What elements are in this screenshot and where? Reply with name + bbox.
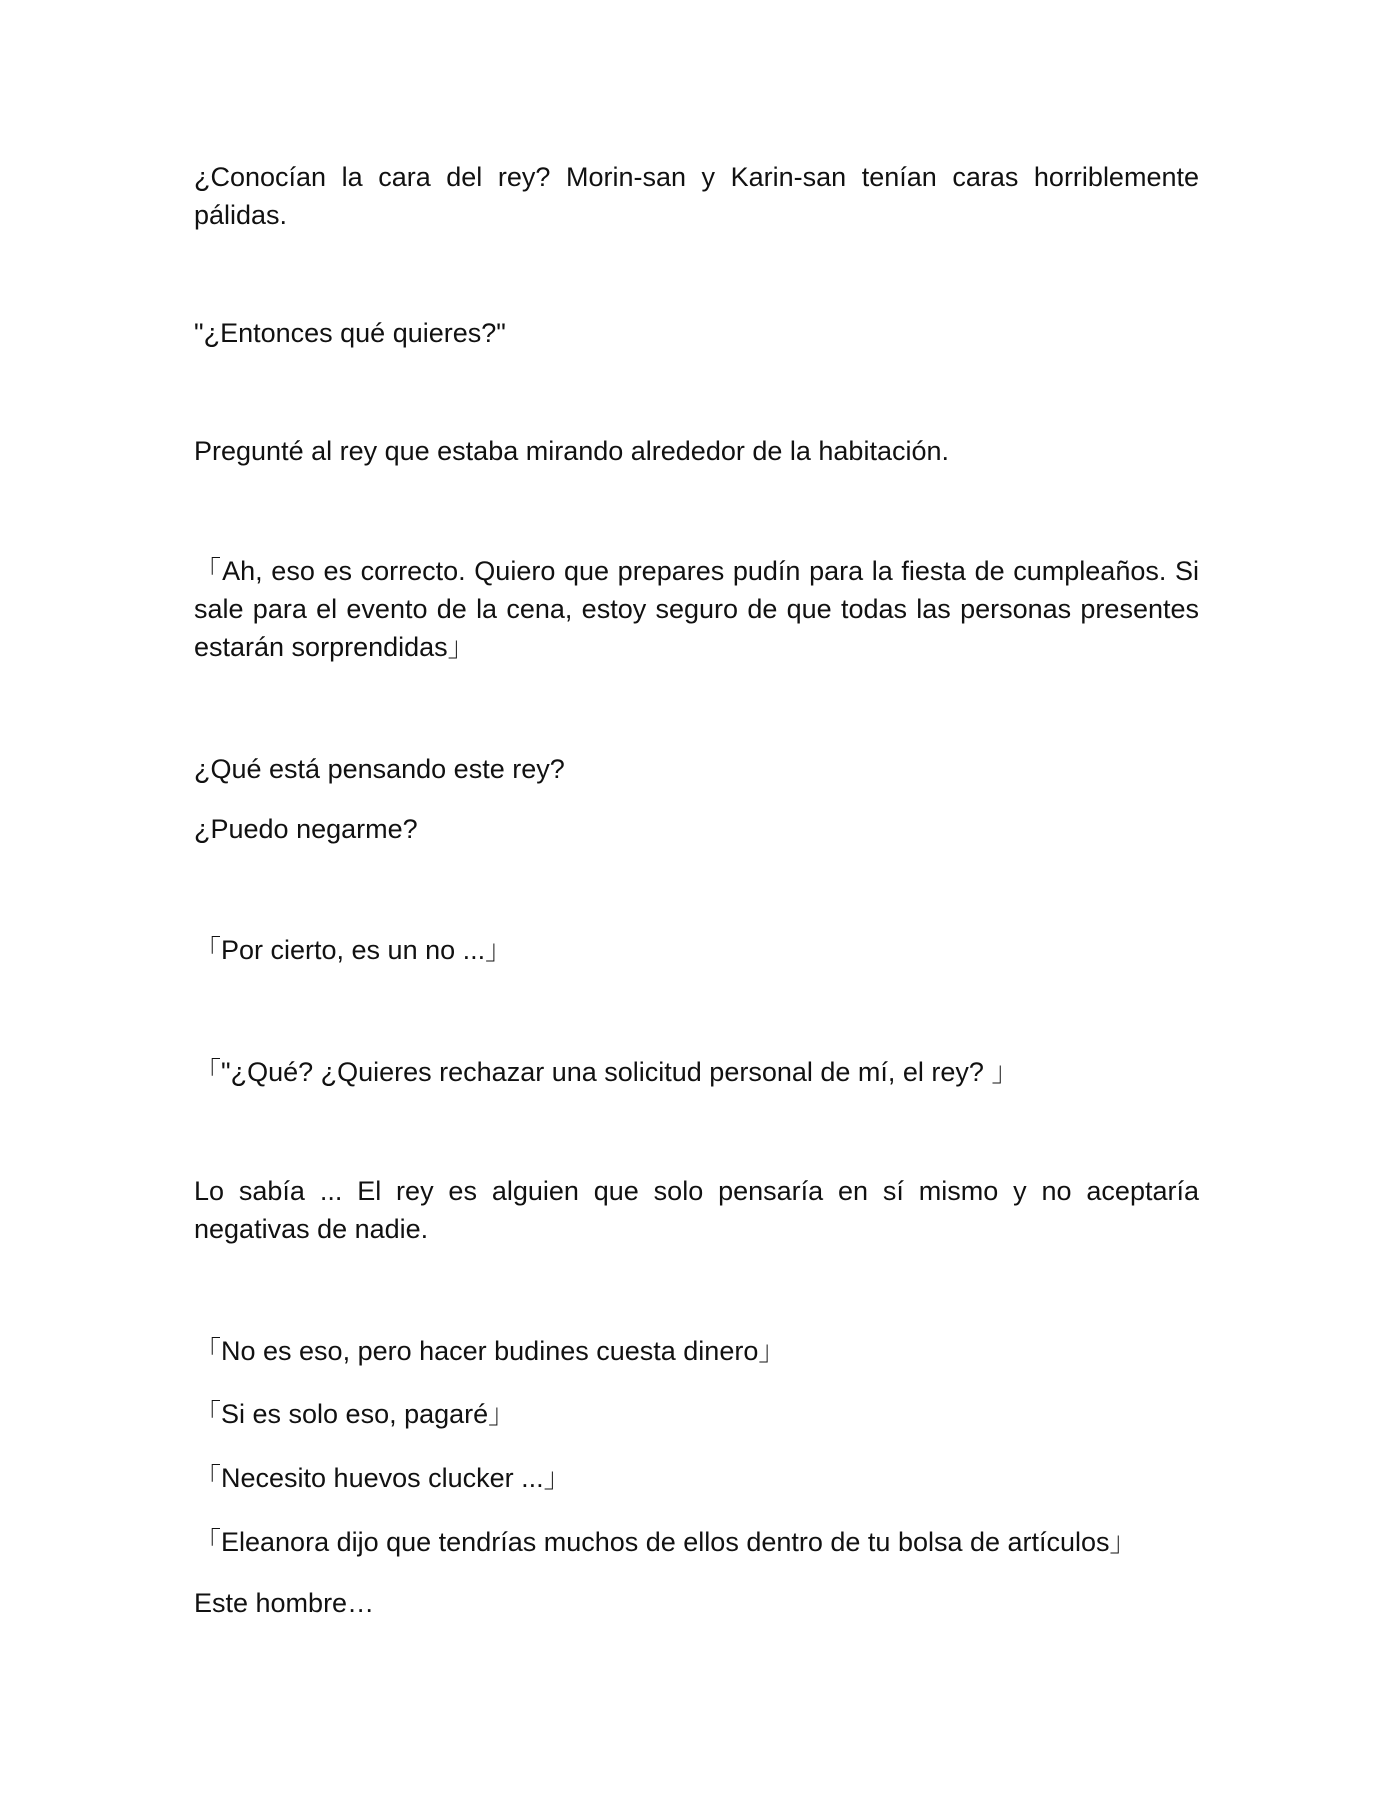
paragraph-8: 「"¿Qué? ¿Quieres rechazar una solicitud personal de mí, el rey? 」 <box>194 1057 1019 1087</box>
paragraph-2: "¿Entonces qué quieres?" <box>194 318 506 348</box>
paragraph-7: 「Por cierto, es un no ...」 <box>194 935 513 965</box>
paragraph-6: ¿Puedo negarme? <box>194 814 418 844</box>
paragraph-12: 「Necesito huevos clucker ...」 <box>194 1463 571 1493</box>
paragraph-4: 「Ah, eso es correcto. Quiero que prepares pudín para la fiesta de cumpleaños. Si sale para el evento de la cena, estoy seguro de que todas las personas presentes estarán sorprendidas」 <box>194 556 1199 662</box>
paragraph-3: Pregunté al rey que estaba mirando alrededor de la habitación. <box>194 436 949 466</box>
paragraph-11: 「Si es solo eso, pagaré」 <box>194 1399 516 1429</box>
paragraph-13: 「Eleanora dijo que tendrías muchos de ellos dentro de tu bolsa de artículos」 <box>194 1527 1137 1557</box>
paragraph-10: 「No es eso, pero hacer budines cuesta dinero」 <box>194 1336 786 1366</box>
paragraph-14: Este hombre… <box>194 1588 375 1618</box>
paragraph-5: ¿Qué está pensando este rey? <box>194 754 565 784</box>
paragraph-1: ¿Conocían la cara del rey? Morin-san y Karin-san tenían caras horriblemente pálidas. <box>194 162 1199 230</box>
paragraph-9: Lo sabía ... El rey es alguien que solo pensaría en sí mismo y no aceptaría negativas de nadie. <box>194 1176 1199 1244</box>
